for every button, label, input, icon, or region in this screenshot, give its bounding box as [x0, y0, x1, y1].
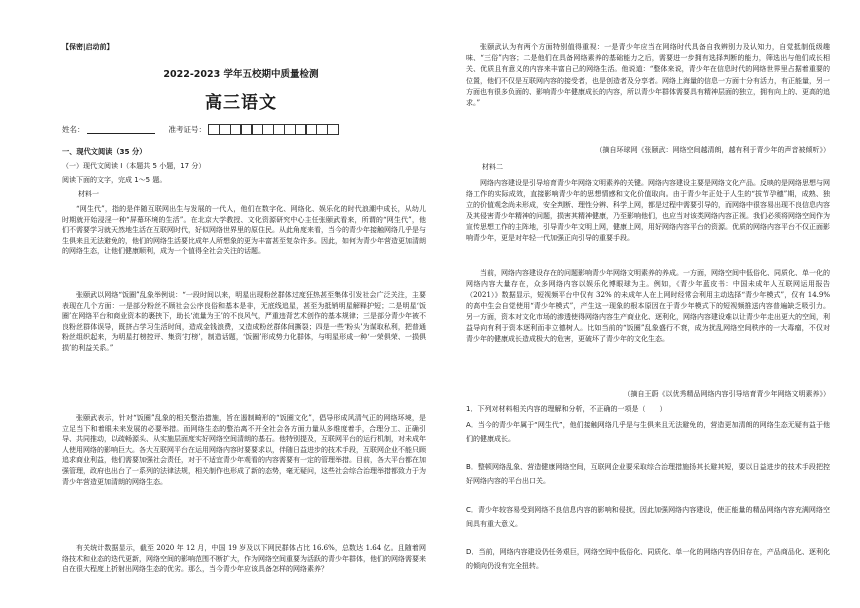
option-a: A．当今的青少年属于“网生代”，他们接触网络几乎是与生俱来且无法避免的，营造更加清朗的网络生态无疑有益于他们的健康成长。	[466, 421, 830, 443]
subject-title: 高三语文	[205, 93, 277, 113]
paragraph-2: 张颐武以网络“饭圈”乱象举例说：“一段时间以来，明星出现粉丝群体过度狂热甚至集体引发社会广泛关注，主要表现在几个方面：一是部分粉丝不顾社会公序良俗和基本是非，无底线追星，甚至为抵销明星解释护短；二是明星‘饭圈’在网络平台和商业资本的裹挟下，助长‘流量为王’的不良风气，严重违背艺术创作的基本规律；三是部分青少年被不良粉丝群体误导，既挤占学习生活时间，造成金钱浪费，又造成粉丝群体间撕裂；四是一些‘粉头’为谋取私利，把普通粉丝组织起来，为明星打榜控评、集资‘打榜’，制造话题，‘饭圈’形成势力化群体，与明星形成一种‘一荣俱荣、一损俱损’的利益关系。”	[62, 291, 426, 352]
paragraph-4: 有关统计数据显示，截至 2020 年 12 月，中国 19 岁及以下网民群体占比 16.6%，总数达 1.64 亿。且随着网络技术和业态的迭代更新，网络空间的影响范围不断扩大，作为网络空间重要为活跃的青少年群体，他们的网络需要来自在很大程度上折射出网络生态的优劣。那么，当今青少年应该具备怎样的网络素养？	[62, 544, 426, 574]
material-two-label: 材料二	[482, 163, 503, 171]
source-note-2: （摘自王蔚《以优秀精品网络内容引导培育青少年网络文明素养》）	[623, 390, 830, 398]
instruction-text: 阅读下面的文字，完成 1～5 题。	[62, 176, 167, 184]
ticket-label: 准考证号：	[168, 125, 206, 134]
exam-title: 2022-2023 学年五校期中质量检测	[163, 69, 319, 80]
paragraph-5: 张颐武认为有两个方面特别值得重视：一是青少年应当在网络时代具备自我辨别力及认知力，自觉抵制低级趣味、“三俗”内容；二是他们在具备网络素养的基础能力之后，需要进一步拥有选择判断的能力，筛选出与他们成长相关、优质且有意义的内容来丰富自己的网络生活。他说道：“整体来说，青少年在信息时代的网络世界里占据着重要的位置，他们不仅是互联网内容的接受者，也是创造者及分享者。网络上海量的信息一方面十分有活力，有正能量，另一方面也有很多负面的、影响青少年健康成长的内容，所以青少年群体需要具有精神层面的独立，拥有向上的、更高的追求。”	[466, 43, 830, 108]
material-one-label: 材料一	[78, 190, 99, 198]
option-d: D．当前，网络内容建设仍任务艰巨，网络空间中低俗化、同质化、单一化的网络内容仍旧存在，产品商品化、逐利化的倾向仍没有完全扭转。	[466, 548, 830, 570]
paragraph-3: 张颐武表示，针对“饭圈”乱象的相关整治措施，旨在遏制畸形的“饭圈文化”，倡导形成风清气正的网络环境，是立足当下和着眼未来发展的必要举措。而网络生态的整治离不开全社会各方面力量从多维度着手，合理分工、正确引导、共同推动，以疏畅源头、从实施层面度实好网络空间清朗的基石。他特别提及，互联网平台的运行机制，对未成年人使用网络的影响巨大。各大互联网平台在运用网络内容时要要求以，伴随日益进步的技术手段，互联网企业不能只顾追求商业利益，他们需要加强社会责任，对于不适宜青少年观看的内容需要有一定的管理举措。目前，各大平台都在加强管理，政府也出台了一系列的法律法规，相关制作也形成了新的态势，毫无疑问，这些社会综合治理举措都致力于为青少年营造更加清朗的网络生态。	[62, 414, 426, 486]
source-note-1: （摘自环球网《张颐武：网络空间越清朗，越有利于青少年的声音被倾听》）	[595, 146, 830, 154]
student-info-row	[62, 124, 339, 135]
ticket-number-boxes	[209, 124, 339, 135]
subsection-heading: （一）现代文阅读 I（本题共 5 小题，17 分）	[62, 162, 206, 170]
secret-label: 【保密|启动前】	[62, 43, 114, 51]
name-blank	[87, 125, 155, 134]
name-label: 姓名：	[62, 125, 85, 134]
paragraph-1: “网生代”，指的是伴随互联网出生与发展的一代人，他们在数字化、网络化、娱乐化的时代浪潮中成长，从幼儿时期就开始浸淫一种“屏幕环境的生活”。在北京大学教授、文化资源研究中心主任张颐武看来，所谓的“网生代”，他们不需要学习就天然地生活在互联网时代，好似网络世界里的原住民。从此角度来看，当今的青少年接触网络几乎是与生俱来且无法避免的，他们的网络生活要比成年人所想象的更为丰富甚至复杂许多。因此，如何为青少年营造更加清朗的网络生态，让他们健康顺利，成为一个值得全社会关注的话题。	[62, 205, 426, 256]
paragraph-6: 网络内容建设是引导培育青少年网络文明素养的关键。网络内容建设主要是网络文化产品。反映的是网络思想与网络工作的实际成效，直接影响青少年的思想情感和文化价值取向。由于青少年正处于人生的“拔节孕穗”期，成熟、独立的价值观念尚未形成，安全判断、理性分辨、科学上网，都是过程中需要引导的，而网络中很容易出现不良信息内容及其侵害青少年精神的问题，损害其精神健康，乃至影响他们，也应当对该类网络内容正视。我们必须将网络空间作为宣传思想工作的主阵地，引导青少年文明上网，健康上网，用好网络内容平台的资源。优质的网络内容平台不仅正面影响青少年，更是对年轻一代加强正向引导的重要手段。	[466, 179, 830, 242]
question-1: 1．下列对材料相关内容的理解和分析，不正确的一项是（ ）	[466, 405, 667, 413]
paragraph-7: 当前，网络内容建设存在的问题影响青少年网络文明素养的养成。一方面，网络空间中低俗化、同质化、单一化的网络内容大量存在，众多网络内容以娱乐化博眼球为主。例如，《青少年蓝皮书：中国未成年人互联网运用报告（2021）》数据显示，短视频平台中仅有 32% 的未成年人在上网时经常会利用主动选择“青少年模式”，仅有 14.9% 的高中生会自觉使用“青少年模式”，产生这一现象的根本原因在于青少年模式下的短视频推送内容普遍缺乏吸引力。另一方面，资本对文化市场的渗透使得网络内容生产商业化、逐利化，网络内容建设难以让青少年走出更大的空间，利益导向有利于资本逐利而非立德树人。比如当前的“饭圈”乱象盛行不衰，成为扰乱网络空间秩序的一大毒瘤，不仅对青少年的健康成长造成极大的危害，更破坏了青少年的文化生态。	[466, 269, 830, 343]
option-b: B．整顿网络乱象、营造健康网络空间，互联网企业要采取综合治理措施扬其长避其短，要以日益进步的技术手段把控好网络内容的平台出口关。	[466, 463, 830, 485]
section-heading: 一、现代文阅读（35 分）	[62, 147, 147, 156]
option-c: C．青少年较容易受到网络不良信息内容的影响和侵扰，因此加强网络内容建设，使正能量的精品网络内容充满网络空间具有重大意义。	[466, 506, 830, 528]
